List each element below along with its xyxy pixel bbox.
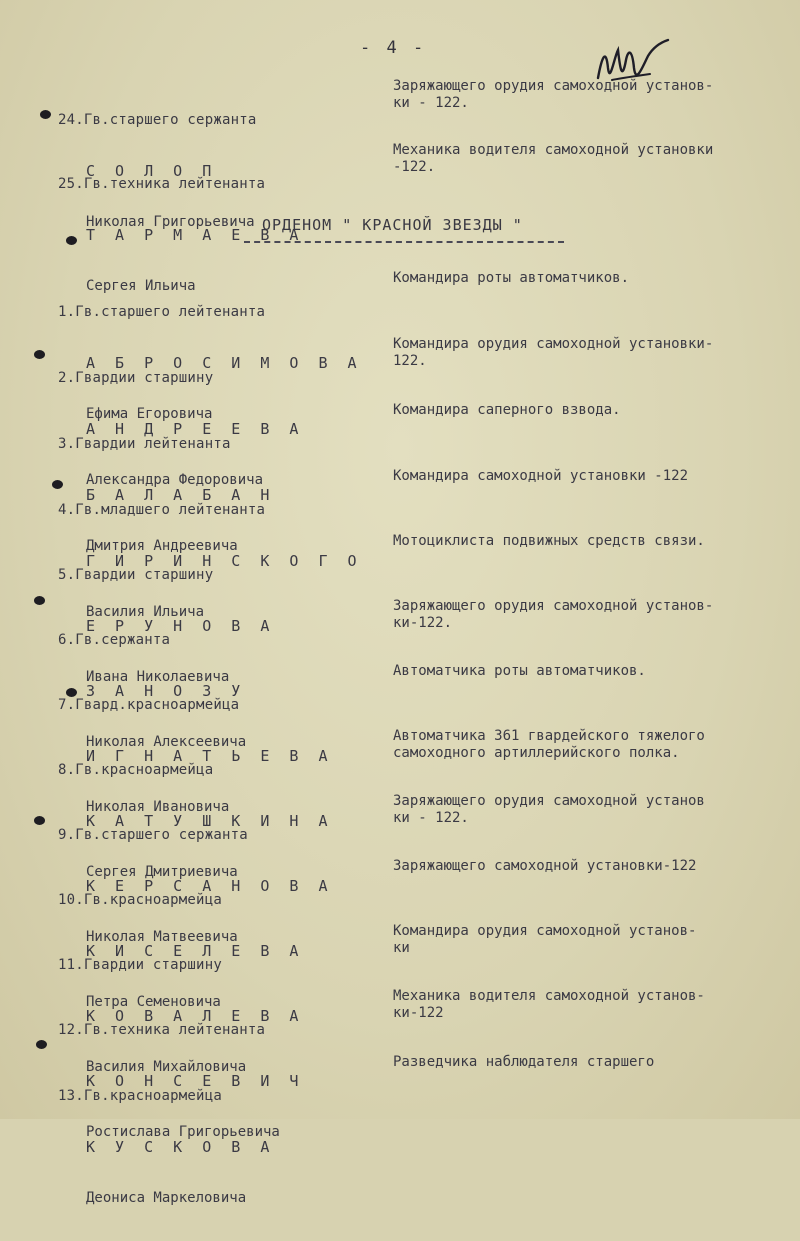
entry-rank: 7.Гвард.красноармейца bbox=[58, 697, 240, 713]
entry-given-name: Ростислава Григорьевича bbox=[86, 1124, 280, 1140]
entry-surname: Г И Р И Н С К О Г О bbox=[86, 552, 363, 570]
page-number: - 4 - bbox=[360, 38, 427, 58]
entry-surname: С О Л О П bbox=[86, 162, 217, 180]
entry-rank: 5.Гвардии старшину bbox=[58, 567, 214, 583]
entry-rank: 11.Гвардии старшину bbox=[58, 957, 222, 973]
entry-surname: А Б Р О С И М О В А bbox=[86, 354, 363, 372]
entry-given-name: Петра Семеновича bbox=[86, 994, 221, 1010]
entry-surname: К О В А Л Е В А bbox=[86, 1007, 304, 1025]
entry-given-name: Ефима Егоровича bbox=[86, 406, 213, 422]
entry-position: Заряжающего орудия самоходной установ- ки - 122. bbox=[393, 78, 714, 111]
entry-surname: Е Р У Н О В А bbox=[86, 617, 275, 635]
entry-rank: 4.Гв.младшего лейтенанта bbox=[58, 502, 266, 518]
entry-surname: И Г Н А Т Ь Е В А bbox=[86, 747, 334, 765]
entry-given-name: Василия Михайловича bbox=[86, 1059, 247, 1075]
entry-given-name: Деониса Маркеловича bbox=[86, 1190, 247, 1206]
entry-given-name: Дмитрия Андреевича bbox=[86, 538, 238, 554]
entry-surname: К У С К О В А bbox=[86, 1138, 275, 1156]
entry-rank: 3.Гвардии лейтенанта bbox=[58, 436, 231, 452]
entry-given-name: Ивана Николаевича bbox=[86, 669, 230, 685]
entry-given-name: Александра Федоровича bbox=[86, 472, 264, 488]
entry-surname: К А Т У Ш К И Н А bbox=[86, 812, 334, 830]
entry-position: Автоматчика 361 гвардейского тяжелого самоходного артиллерийского полка. bbox=[393, 728, 705, 761]
entry-position: Механика водителя самоходной установки -122. bbox=[393, 142, 714, 175]
entry-surname: З А Н О З У bbox=[86, 682, 246, 700]
entry-surname: Т А Р М А Е В А bbox=[86, 226, 304, 244]
punch-hole bbox=[40, 110, 51, 119]
entry-position: Разведчика наблюдателя старшего bbox=[393, 1054, 655, 1070]
entry-rank: 10.Гв.красноармейца bbox=[58, 892, 222, 908]
section-title: ОРДЕНОМ " КРАСНОЙ ЗВЕЗДЫ " bbox=[262, 216, 523, 234]
punch-hole bbox=[34, 816, 45, 825]
entry-position: Заряжающего орудия самоходной установ- ки-122. bbox=[393, 598, 714, 631]
entry-position: Автоматчика роты автоматчиков. bbox=[393, 663, 646, 679]
entry-rank: 2.Гвардии старшину bbox=[58, 370, 214, 386]
entry-surname: К И С Е Л Е В А bbox=[86, 942, 304, 960]
punch-hole bbox=[34, 350, 45, 359]
entry-position: Мотоциклиста подвижных средств связи. bbox=[393, 533, 705, 549]
entry-position: Командира роты автоматчиков. bbox=[393, 270, 630, 286]
entry-rank: 25.Гв.техника лейтенанта bbox=[58, 176, 266, 192]
entry-given-name: Николая Матвеевича bbox=[86, 929, 238, 945]
entry-rank: 8.Гв.красноармейца bbox=[58, 762, 214, 778]
entry-surname: К Е Р С А Н О В А bbox=[86, 877, 334, 895]
entry-surname: А Н Д Р Е Е В А bbox=[86, 420, 304, 438]
entry-position: Командира орудия самоходной установ- ки bbox=[393, 923, 697, 956]
entry-given-name: Сергея Ильича bbox=[86, 278, 196, 294]
punch-hole bbox=[34, 596, 45, 605]
entry-surname: Б А Л А Б А Н bbox=[86, 486, 275, 504]
entry-position: Заряжающего орудия самоходной установ ки - 122. bbox=[393, 793, 705, 826]
entry-position: Механика водителя самоходной установ- ки-122 bbox=[393, 988, 705, 1021]
section-underline bbox=[244, 241, 564, 243]
entry-position: Командира орудия самоходной установки- 122. bbox=[393, 336, 714, 369]
entry-rank: 6.Гв.сержанта bbox=[58, 632, 171, 648]
entry-position: Командира самоходной установки -122 bbox=[393, 468, 689, 484]
entry-rank: 13.Гв.красноармейца bbox=[58, 1088, 222, 1104]
entry-given-name: Николая Ивановича bbox=[86, 799, 230, 815]
entry-position: Командира саперного взвода. bbox=[393, 402, 621, 418]
entry-given-name: Николая Алексеевича bbox=[86, 734, 247, 750]
punch-hole bbox=[36, 1040, 47, 1049]
entry-given-name: Николая Григорьевича bbox=[86, 214, 255, 230]
entry-rank: 1.Гв.старшего лейтенанта bbox=[58, 304, 266, 320]
entry-given-name: Василия Ильича bbox=[86, 604, 205, 620]
entry-rank: 12.Гв.техника лейтенанта bbox=[58, 1022, 266, 1038]
entry-rank: 9.Гв.старшего сержанта bbox=[58, 827, 248, 843]
entry-rank: 24.Гв.старшего сержанта bbox=[58, 112, 257, 128]
entry-position: Заряжающего самоходной установки-122 bbox=[393, 858, 697, 874]
entry-given-name: Сергея Дмитриевича bbox=[86, 864, 238, 880]
entry-surname: К О Н С Е В И Ч bbox=[86, 1072, 304, 1090]
